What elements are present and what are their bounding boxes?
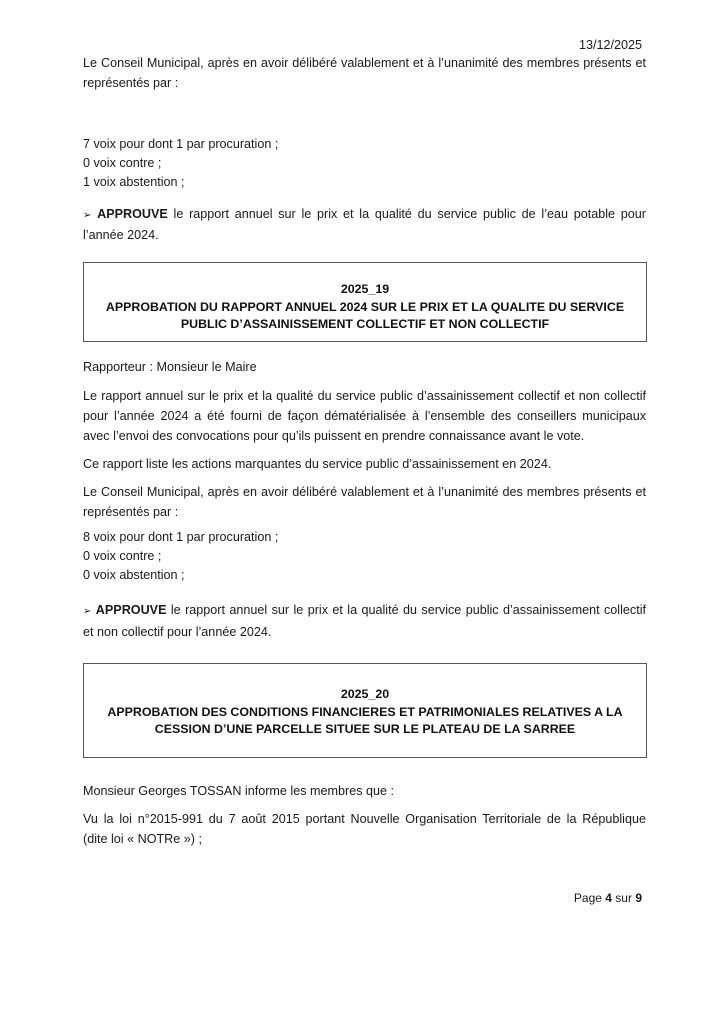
page-separator: sur [611,891,636,905]
decision-text-cont: l’année 2024. [83,228,159,242]
law-reference: Vu la loi n°2015-991 du 7 août 2015 portant Nouvelle Organisation Territoriale de la République [83,812,646,826]
section-title-line1: APPROBATION DES CONDITIONS FINANCIERES ET PATRIMONIALES RELATIVES A LA [107,704,623,719]
law-reference-cont: (dite loi « NOTRe ») ; [83,832,202,846]
page-label: Page [573,891,606,905]
section-title-line2: CESSION D’UNE PARCELLE SITUEE SUR LE PLATEAU DE LA SARREE [154,722,576,736]
vote-against: 0 voix contre ; [83,549,162,563]
vote-for: 8 voix pour dont 1 par procuration ; [83,530,279,544]
intro-text: Monsieur Georges TOSSAN informe les membres que : [83,784,395,798]
section-number: 2025_19 [340,282,390,296]
paragraph-1-end: avec l’envoi des convocations pour qu’ils puissent en prendre connaissance avant le vote. [83,429,585,443]
section-number: 2025_20 [340,687,390,701]
decision-keyword: APPROUVE [97,207,168,221]
section-title-line1: APPROBATION DU RAPPORT ANNUEL 2024 SUR LE PRIX ET LA QUALITE DU SERVICE [105,299,625,314]
paragraph-1: Le rapport annuel sur le prix et la qualité du service public d’assainissement collectif et non collectif [83,389,646,403]
deliberation-text-cont: représentés par : [83,505,179,519]
decision-text-cont: et non collectif pour l’année 2024. [83,625,272,639]
decision-keyword: APPROUVE [95,603,167,617]
vote-abstention: 1 voix abstention ; [83,175,185,189]
vote-for: 7 voix pour dont 1 par procuration ; [83,137,279,151]
decision-line [83,206,646,224]
decision-line [83,602,646,620]
section-title-line2: PUBLIC D’ASSAINISSEMENT COLLECTIF ET NON COLLECTIF [180,317,550,331]
paragraph-2: Ce rapport liste les actions marquantes du service public d’assainissement en 2024. [83,457,552,471]
arrow-bullet-icon: ➢ [83,606,92,617]
vote-against: 0 voix contre ; [83,156,162,170]
page-number [574,891,642,905]
arrow-bullet-icon: ➢ [83,210,92,221]
page-current: 4 [605,891,612,905]
page-total: 9 [635,891,642,905]
decision-text: le rapport annuel sur le prix et la qualité du service public d’assainissement collectif [166,603,646,617]
deliberation-text-cont: représentés par : [83,76,179,90]
document-date: 13/12/2025 [578,38,642,52]
deliberation-text: Le Conseil Municipal, après en avoir délibéré valablement et à l’unanimité des membres présents et [83,485,646,499]
rapporteur: Rapporteur : Monsieur le Maire [83,360,257,374]
section-title-box-2025-20 [83,663,647,758]
paragraph-1-cont: pour l’année 2024 a été fourni de façon dématérialisée à l’ensemble des conseillers municipaux [83,409,646,423]
vote-abstention: 0 voix abstention ; [83,568,185,582]
decision-text: le rapport annuel sur le prix et la qualité du service public de l’eau potable pour [167,207,646,221]
section-title-box-2025-19 [83,262,647,342]
deliberation-text: Le Conseil Municipal, après en avoir délibéré valablement et à l’unanimité des membres présents et [83,56,646,70]
